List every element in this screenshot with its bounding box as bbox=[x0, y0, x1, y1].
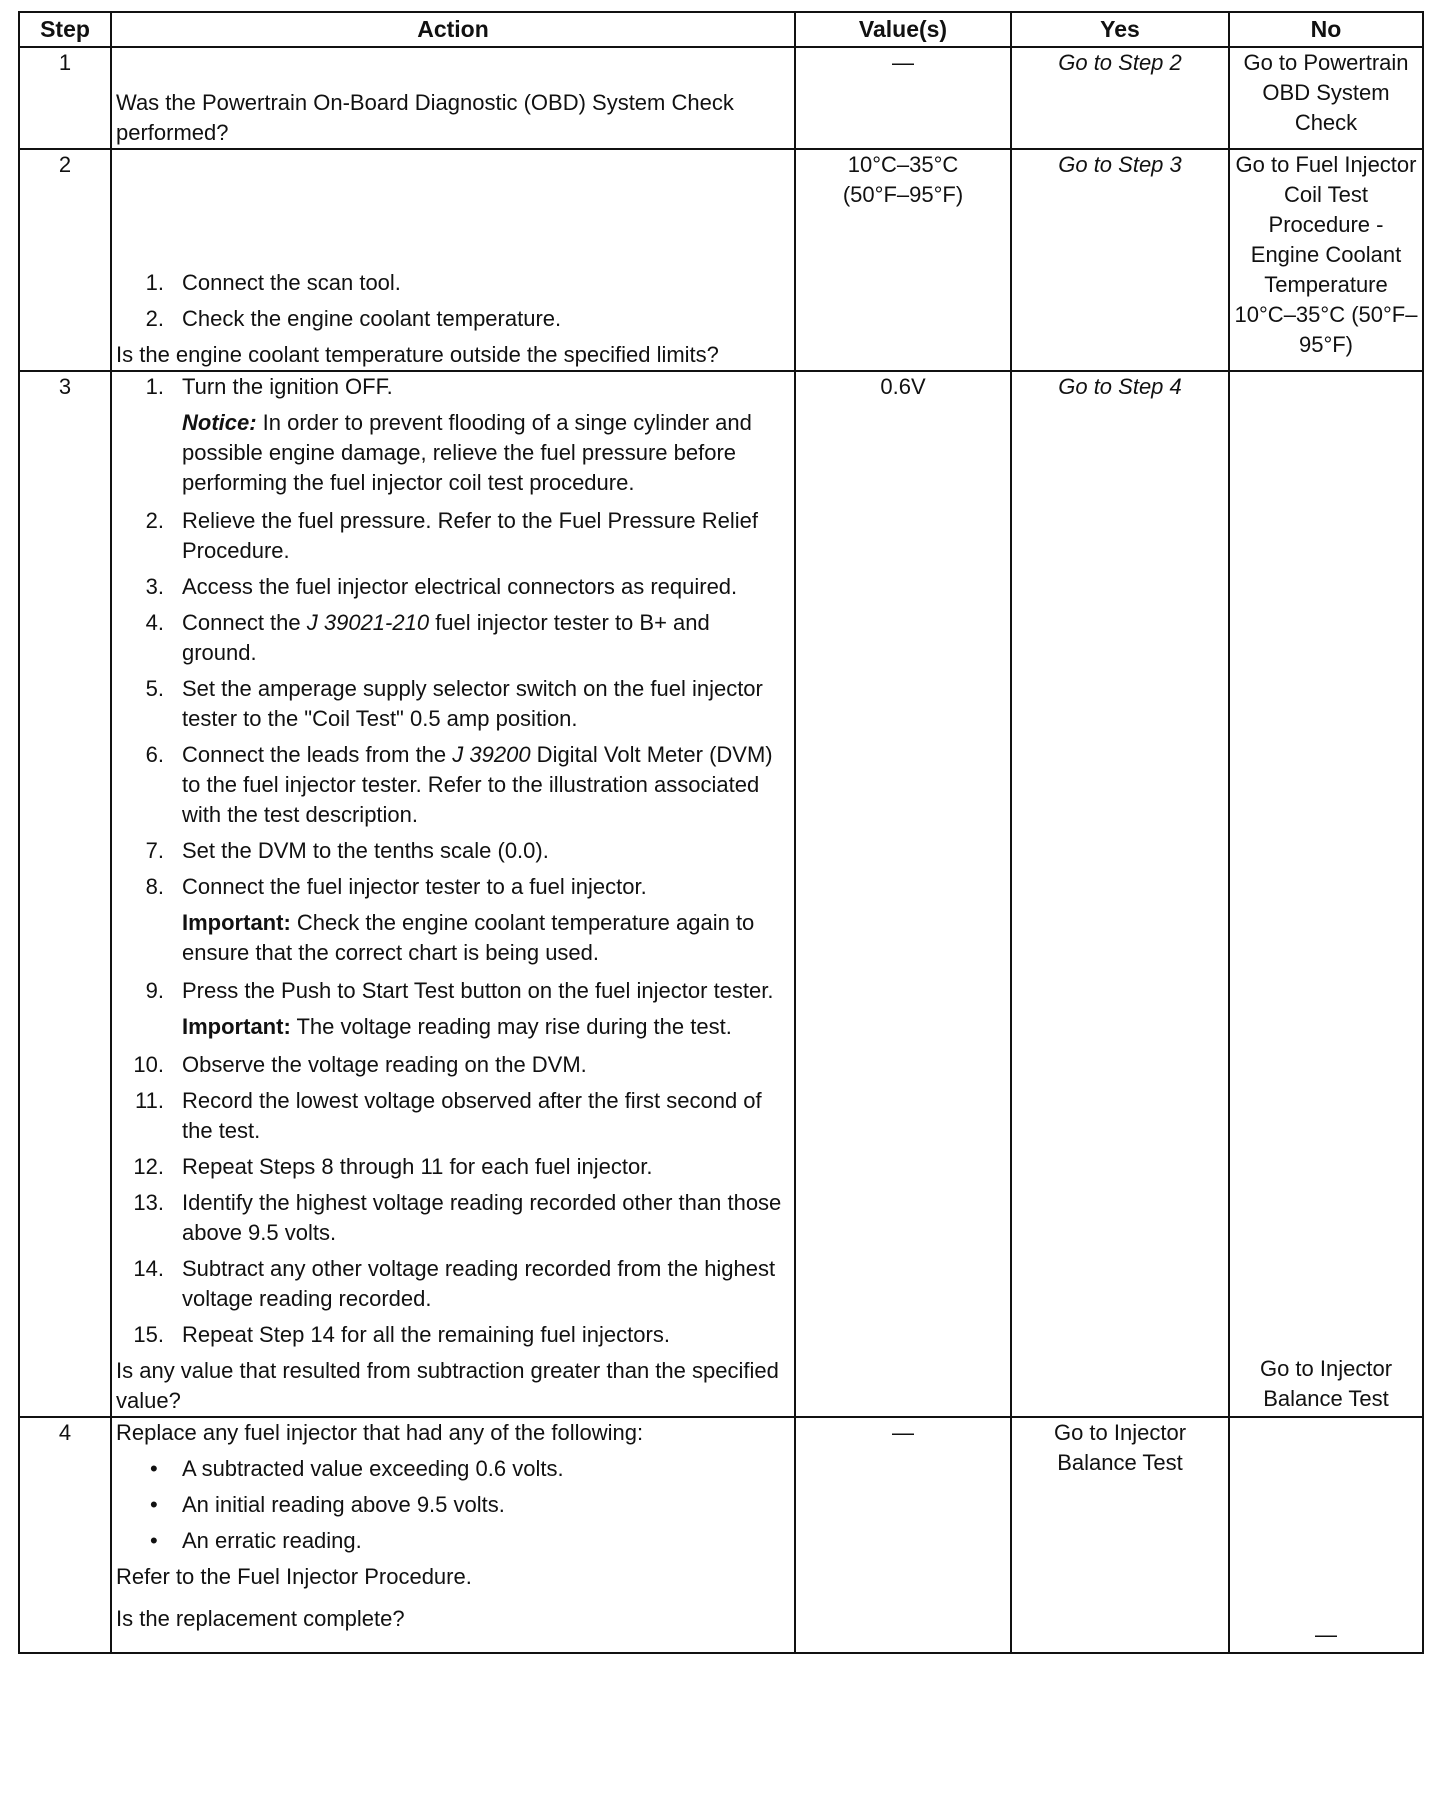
value-cell bbox=[795, 149, 1011, 371]
important-note: Important: The voltage reading may rise during the test. bbox=[182, 1014, 732, 1039]
no-cell: — bbox=[1229, 1417, 1423, 1653]
tool-number: J 39021-210 bbox=[306, 610, 430, 635]
action-steps bbox=[116, 976, 790, 1006]
table-row-step-3 bbox=[19, 371, 1423, 1417]
bullet-icon: • bbox=[150, 1528, 158, 1553]
list-item: 15. Repeat Step 14 for all the remaining fuel injectors. bbox=[133, 1322, 670, 1347]
step-number: 3 bbox=[19, 371, 111, 1417]
important-note: Important: Check the engine coolant temperature again to ensure that the correct chart is being used. bbox=[182, 910, 755, 965]
action-cell bbox=[111, 371, 795, 1417]
notice-note: Notice: In order to prevent flooding of a singe cylinder and possible engine damage, relieve the fuel pressure before performing the fuel injector coil test procedure. bbox=[182, 410, 752, 495]
yes-cell: Go to Step 4 bbox=[1011, 371, 1229, 1417]
value-cell: — bbox=[795, 47, 1011, 149]
header-step: Step bbox=[19, 12, 111, 47]
header-action: Action bbox=[111, 12, 795, 47]
list-item: 9. Press the Push to Start Test button on the fuel injector tester. bbox=[145, 978, 774, 1003]
yes-cell: Go to Step 3 bbox=[1011, 149, 1229, 371]
action-steps bbox=[116, 372, 790, 402]
list-item: 14. Subtract any other voltage reading recorded from the highest voltage reading recorded. bbox=[133, 1256, 776, 1311]
header-yes: Yes bbox=[1011, 12, 1229, 47]
value-line: (50°F–95°F) bbox=[842, 182, 964, 207]
yes-cell: Go to Step 2 bbox=[1011, 47, 1229, 149]
action-steps bbox=[116, 1050, 790, 1350]
list-item: 6. Connect the leads from the J 39200 Digital Volt Meter (DVM) to the fuel injector tester. Refer to the illustration associated with the test description. bbox=[145, 742, 773, 827]
bullet-icon: • bbox=[150, 1456, 158, 1481]
header-no: No bbox=[1229, 12, 1423, 47]
no-cell: Go to Powertrain OBD System Check bbox=[1229, 47, 1423, 149]
value-line: 10°C–35°C bbox=[847, 152, 959, 177]
question-text: Is the engine coolant temperature outside the specified limits? bbox=[116, 342, 719, 367]
list-item: 2. Check the engine coolant temperature. bbox=[145, 306, 562, 331]
value-cell: 0.6V bbox=[795, 371, 1011, 1417]
table-row-step-1 bbox=[19, 47, 1423, 149]
step-number: 2 bbox=[19, 149, 111, 371]
step-number: 4 bbox=[19, 1417, 111, 1653]
list-item: 2. Relieve the fuel pressure. Refer to the Fuel Pressure Relief Procedure. bbox=[145, 508, 758, 563]
list-item: 12. Repeat Steps 8 through 11 for each fuel injector. bbox=[133, 1154, 653, 1179]
list-item: 8. Connect the fuel injector tester to a fuel injector. bbox=[145, 874, 647, 899]
header-row bbox=[19, 12, 1423, 47]
value-cell: — bbox=[795, 1417, 1011, 1653]
list-item: • An initial reading above 9.5 volts. bbox=[116, 1490, 790, 1520]
list-item: 10. Observe the voltage reading on the DVM. bbox=[133, 1052, 587, 1077]
question-text: Is any value that resulted from subtraction greater than the specified value? bbox=[116, 1358, 779, 1413]
bullet-list bbox=[116, 1454, 790, 1556]
question-text: Was the Powertrain On-Board Diagnostic (OBD) System Check performed? bbox=[116, 90, 734, 145]
list-item: 3. Access the fuel injector electrical connectors as required. bbox=[145, 574, 738, 599]
action-cell bbox=[111, 149, 795, 371]
list-item: 11. Record the lowest voltage observed after the first second of the test. bbox=[135, 1088, 762, 1143]
action-cell bbox=[111, 47, 795, 149]
step-number: 1 bbox=[19, 47, 111, 149]
list-item: 1. Turn the ignition OFF. bbox=[145, 374, 393, 399]
header-values: Value(s) bbox=[795, 12, 1011, 47]
action-cell bbox=[111, 1417, 795, 1653]
intro-text: Replace any fuel injector that had any of the following: bbox=[116, 1420, 644, 1445]
list-item: 7. Set the DVM to the tenths scale (0.0). bbox=[145, 838, 549, 863]
table-row-step-4 bbox=[19, 1417, 1423, 1653]
list-item: • An erratic reading. bbox=[116, 1526, 790, 1556]
refer-text: Refer to the Fuel Injector Procedure. bbox=[116, 1564, 472, 1589]
bullet-icon: • bbox=[150, 1492, 158, 1517]
action-steps bbox=[116, 506, 790, 902]
list-item: 5. Set the amperage supply selector switch on the fuel injector tester to the "Coil Test" 0.5 amp position. bbox=[145, 676, 763, 731]
yes-cell: Go to Injector Balance Test bbox=[1011, 1417, 1229, 1653]
tool-number: J 39200 bbox=[452, 742, 531, 767]
table-row-step-2 bbox=[19, 149, 1423, 371]
no-cell: Go to Fuel Injector Coil Test Procedure - Engine Coolant Temperature 10°C–35°C (50°F–95°F) bbox=[1229, 149, 1423, 371]
list-item: 13. Identify the highest voltage reading recorded other than those above 9.5 volts. bbox=[133, 1190, 782, 1245]
list-item: 1. Connect the scan tool. bbox=[145, 270, 401, 295]
list-item: • A subtracted value exceeding 0.6 volts. bbox=[116, 1454, 790, 1484]
list-item: 4. Connect the J 39021-210 fuel injector tester to B+ and ground. bbox=[145, 610, 710, 665]
action-steps bbox=[116, 268, 790, 334]
diagnostic-table bbox=[18, 11, 1424, 1654]
question-text: Is the replacement complete? bbox=[116, 1606, 405, 1631]
no-cell: Go to Injector Balance Test bbox=[1229, 371, 1423, 1417]
